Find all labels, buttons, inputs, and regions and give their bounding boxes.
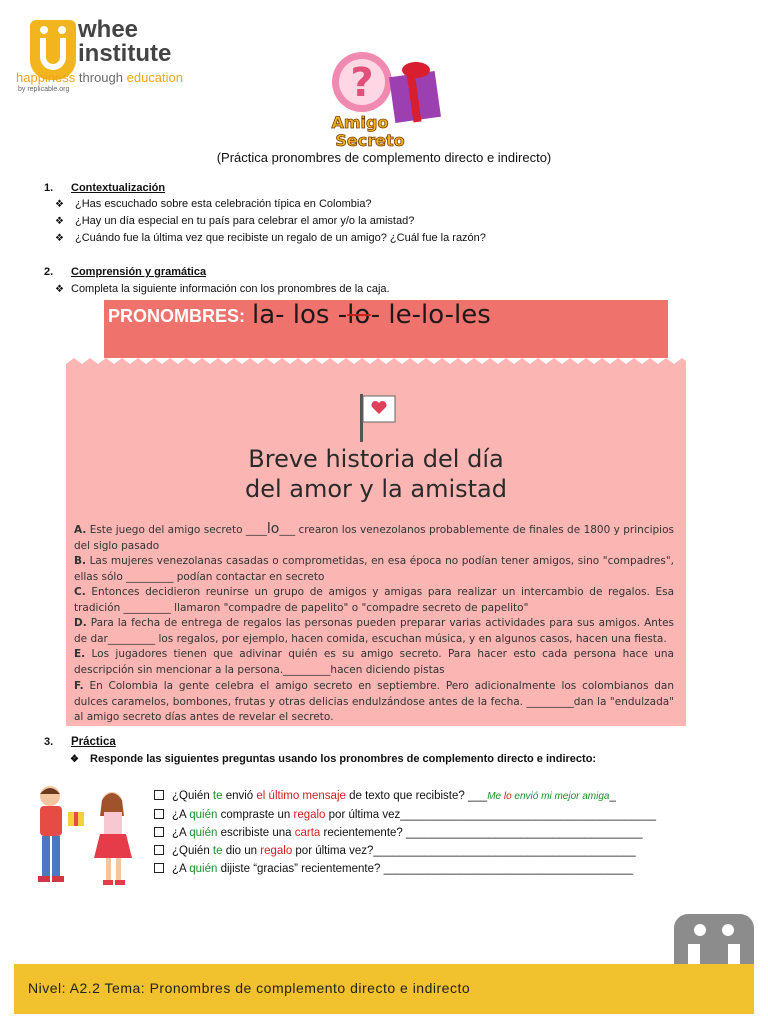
- section1-number: 1.: [44, 182, 54, 194]
- heart-flag-icon: [358, 394, 398, 442]
- section3-number: 3.: [44, 736, 54, 748]
- section2-number: 2.: [44, 266, 54, 278]
- question-3: ¿A quién escribiste una carta recientemente? _____________________________________: [154, 827, 643, 839]
- pronombres-box: [104, 300, 668, 358]
- story-item-d: D. Para la fecha de entrega de regalos las personas pueden preparar varias actividades para sus amigos. Antes de dar_________ los regalos, por ejemplo, hacen comida, escuchan música, y en algunos casos, hacen una fiesta.: [74, 617, 674, 645]
- diamond-bullet-icon: ❖: [55, 284, 64, 295]
- checkbox[interactable]: [154, 790, 164, 800]
- filled-answer: lo: [266, 521, 280, 537]
- list-item: ❖ Completa la siguiente información con los pronombres de la caja.: [55, 283, 390, 295]
- page-subtitle: (Práctica pronombres de complemento directo e indirecto): [216, 150, 552, 165]
- story-panel: [66, 366, 686, 726]
- story-title-line2: del amor y la amistad: [244, 475, 507, 503]
- story-item-b: B. Las mujeres venezolanas casadas o comprometidas, en esa época no podían tener amigos, sino "compadres", ellas sólo _________ podían contactar en secreto: [74, 555, 674, 583]
- kids-gift-illustration: [26, 782, 150, 890]
- svg-text:Amigo: Amigo: [331, 113, 389, 132]
- question-1: ¿Quién te envió el último mensaje de texto que recibiste? ___Me lo envió mi mejor amiga_: [154, 790, 616, 802]
- story-title-line1: Breve historia del día: [248, 445, 504, 473]
- checkbox[interactable]: [154, 827, 164, 837]
- svg-text:?: ?: [350, 60, 374, 106]
- logo-tagline: happiness through education: [16, 70, 183, 85]
- diamond-bullet-icon: ❖: [55, 216, 64, 227]
- answer-line[interactable]: _________________________________________: [373, 845, 636, 857]
- diamond-bullet-icon: ❖: [55, 233, 64, 244]
- diamond-bullet-icon: ❖: [70, 754, 79, 765]
- story-item-c: C. Entonces decidieron reunirse un grupo de amigos y amigas para realizar un intercambio de regalos. Esa tradición _________ llamaron "compadre de papelito" o "compadre secreto de papelito": [74, 586, 674, 614]
- logo-word-institute: institute: [78, 40, 172, 67]
- logo-byline: by replicable.org: [18, 86, 70, 93]
- answer-line[interactable]: ___Me lo envió mi mejor amiga_: [468, 790, 616, 802]
- amigo-secreto-badge: [320, 46, 450, 150]
- list-item: ❖ ¿Has escuchado sobre esta celebración típica en Colombia?: [55, 198, 372, 210]
- answer-line[interactable]: _______________________________________: [383, 863, 634, 875]
- question-5: ¿A quién dijiste “gracias” recientemente? _______________________________________: [154, 863, 633, 875]
- question-2: ¿A quién compraste un regalo por última vez________________________________________: [154, 809, 656, 821]
- checkbox[interactable]: [154, 863, 164, 873]
- struck-pronoun: lo: [347, 300, 371, 330]
- question-4: ¿Quién te dio un regalo por última vez?_________________________________________: [154, 845, 636, 857]
- logo-word-whee: whee: [78, 16, 139, 43]
- diamond-bullet-icon: ❖: [55, 199, 64, 210]
- list-item: ❖ ¿Hay un día especial en tu país para celebrar el amor y/o la amistad?: [55, 215, 415, 227]
- checkbox[interactable]: [154, 809, 164, 819]
- checkbox[interactable]: [154, 845, 164, 855]
- story-item-a: A. Este juego del amigo secreto ____lo___ crearon los venezolanos probablemente de finales de 1800 y principios del siglo pasado: [74, 521, 674, 552]
- pronombres-label: PRONOMBRES:: [108, 306, 246, 326]
- answer-line[interactable]: ________________________________________: [400, 809, 657, 821]
- story-item-e: E. Los jugadores tienen que adivinar quién es su amigo secreto. Para hacer esto cada persona hace una descripción sin mencionar a la persona._________hacen diciendo pistas: [74, 648, 674, 676]
- story-item-f: F. En Colombia la gente celebra el amigo secreto en septiembre. Pero adicionalmente los colombianos dan dulces caramelos, bombones, frutas y otras delicias endulzándose antes de la fecha. _________dan la "endulzada" al amigo secreto días antes de revelar el secreto.: [74, 680, 674, 724]
- whee-institute-logo: [16, 14, 226, 94]
- svg-text:Secreto: Secreto: [335, 131, 405, 150]
- list-item: ❖ Responde las siguientes preguntas usando los pronombres de complemento directo e indirecto:: [70, 753, 597, 765]
- list-item: ❖ ¿Cuándo fue la última vez que recibiste un regalo de un amigo? ¿Cuál fue la razón?: [55, 232, 486, 244]
- answer-line[interactable]: _____________________________________: [406, 827, 643, 839]
- section2-heading: Comprensión y gramática: [71, 266, 207, 278]
- pronombres-list: la- los -lo- le-lo-les: [252, 300, 491, 330]
- footer-text: Nivel: A2.2 Tema: Pronombres de complemento directo e indirecto: [28, 980, 471, 996]
- section1-heading: Contextualización: [71, 182, 166, 194]
- section3-heading: Práctica: [71, 736, 116, 748]
- footer-bar: [14, 964, 754, 1014]
